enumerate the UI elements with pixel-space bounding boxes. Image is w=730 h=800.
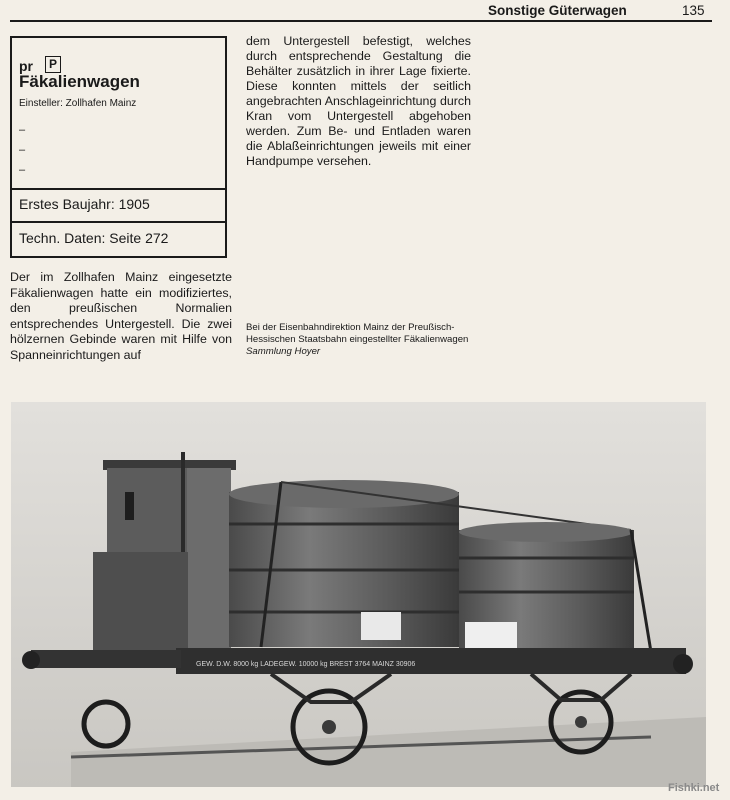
section-title: Sonstige Güterwagen <box>488 3 627 18</box>
owner-line: Einsteller: Zollhafen Mainz <box>19 98 137 109</box>
wagon-title: Fäkalienwagen <box>19 72 140 91</box>
watermark-logo: Fishki.net <box>668 782 720 794</box>
blank-line: – <box>19 164 26 176</box>
first-year: Erstes Baujahr: 1905 <box>19 196 150 212</box>
info-box-divider <box>12 188 225 190</box>
class-badge: P <box>45 56 61 73</box>
class-prefix: pr <box>19 58 33 74</box>
body-text-left: Der im Zollhafen Mainz eingesetzte Fäkalienwagen hatte ein modifiziertes, den preußischen Normalien entsprechendes Untergestell. Die zwei hölzernen Gebinde waren mit Hilfe von Spanneinrichtungen auf <box>10 270 232 362</box>
body-text-right: dem Untergestell befestigt, welches durch entsprechende Gestaltung die Behälter zusätzlich in ihrer Lage fixierte. Diese konnten mittels der seitlich angebrachten Anschlageinrichtung durch Kran vom Untergestell abgehoben werden. Zum Be- und Entladen waren die Ablaßeinrichtungen jeweils mit einer Handpumpe versehen. <box>246 34 471 168</box>
info-box-header <box>12 38 225 188</box>
blank-line: – <box>19 124 26 136</box>
page-number: 135 <box>682 3 705 18</box>
wagon-info-box <box>10 36 227 258</box>
tech-data-reference: Techn. Daten: Seite 272 <box>19 230 169 246</box>
wagon-illustration <box>11 402 706 787</box>
photo-caption <box>246 322 478 358</box>
caption-credit: Sammlung Hoyer <box>246 346 321 357</box>
blank-line: – <box>19 144 26 156</box>
wagon-photo <box>11 402 706 787</box>
header-rule <box>10 20 712 22</box>
frame-lettering: GEW. D.W. 8000 kg LADEGEW. 10000 kg BREST 3764 MAINZ 30906 <box>196 661 416 668</box>
caption-text: Bei der Eisenbahndirektion Mainz der Preußisch-Hessischen Staatsbahn eingestellter Fäkalienwagen <box>246 322 469 345</box>
page-header <box>0 0 730 24</box>
info-box-divider <box>12 221 225 223</box>
